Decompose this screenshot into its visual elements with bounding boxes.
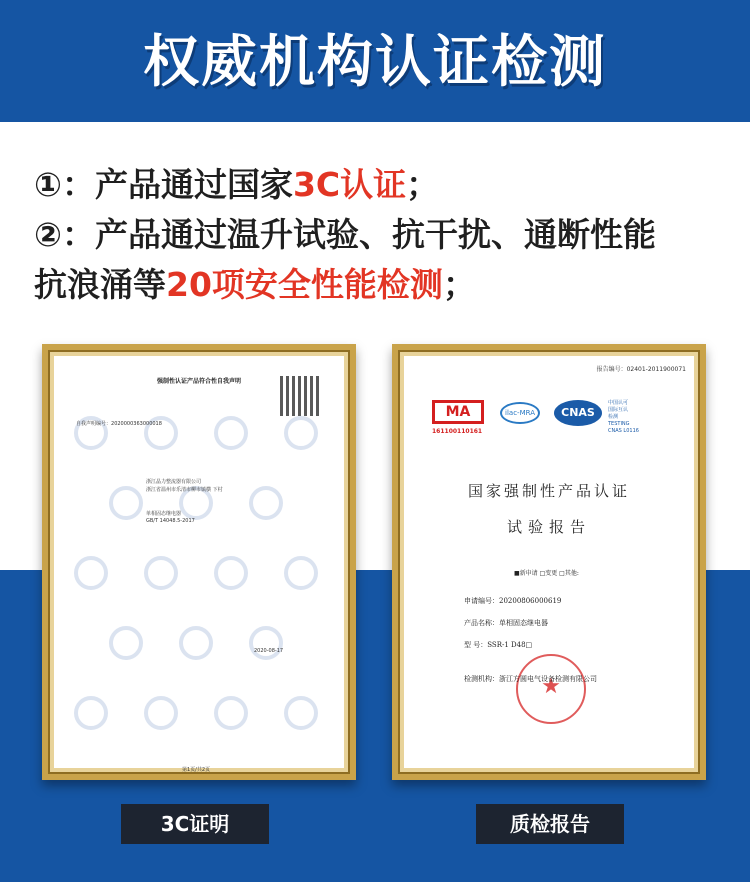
caption-3c: 3C证明	[121, 804, 269, 844]
accreditation-logos	[432, 400, 682, 440]
watermark-icon	[249, 626, 283, 660]
feature-points	[34, 160, 734, 310]
test-report-document	[404, 356, 694, 768]
certificate-title: 强制性认证产品符合性自我声明	[156, 378, 241, 385]
report-subtitle: 试验报告	[506, 518, 591, 536]
watermark-icon	[144, 556, 178, 590]
watermark-icon	[74, 556, 108, 590]
product-standard: GB/T 14048.5-2017	[146, 518, 195, 524]
watermark-icon	[74, 696, 108, 730]
cma-logo-icon: MA	[432, 400, 484, 424]
cma-number: 161100110161	[432, 428, 483, 435]
watermark-icon	[109, 486, 143, 520]
certificate-3c-document	[54, 356, 344, 773]
point-tests: ②：产品通过温升试验、抗干扰、通断性能	[34, 215, 656, 254]
official-seal-icon	[516, 654, 586, 724]
watermark-icon	[179, 626, 213, 660]
producer-name: 浙江晶力整流器有限公司	[146, 479, 202, 485]
highlight-3c: 3C认证	[292, 165, 407, 204]
caption-report: 质检报告	[476, 804, 624, 844]
application-type: ■新申请 □变更 □其他:	[514, 570, 579, 577]
cnas-text: 中国认可 国际互认 检测 TESTING CNAS L0116	[608, 400, 639, 434]
certificate-frame-report	[392, 344, 706, 780]
watermark-icon	[214, 416, 248, 450]
declaration-number: 自我声明编号：2020000363000018	[76, 421, 162, 427]
report-title: 国家强制性产品认证	[467, 482, 630, 500]
report-number: 报告编号：02401-2011900071	[596, 366, 686, 373]
page-title: 权威机构认证检测	[143, 30, 607, 95]
watermark-icon	[284, 696, 318, 730]
point-tests-cont: 抗浪涌等20项安全性能检测；	[34, 265, 476, 304]
cnas-logo-icon: CNAS	[554, 400, 602, 426]
header-banner	[0, 0, 750, 122]
producer-address: 浙江省温州市乐清市柳市镇横 下村	[146, 487, 223, 493]
application-number: 申请编号：20200806000619	[464, 597, 562, 605]
report-model: 型 号：SSR-1 D48□	[464, 641, 533, 649]
watermark-icon	[214, 556, 248, 590]
watermark-icon	[109, 626, 143, 660]
highlight-20-tests: 20项安全性能检测	[166, 265, 443, 304]
report-product-name: 产品名称：单相固态继电器	[464, 619, 548, 627]
watermark-icon	[284, 556, 318, 590]
watermark-icon	[284, 416, 318, 450]
page-footer: 第1页/共2页	[182, 767, 211, 773]
qr-code-icon	[280, 376, 320, 416]
testing-lab: 检测机构：浙江方圆电气设备检测有限公司	[464, 675, 597, 683]
watermark-icon	[249, 486, 283, 520]
declaration-date: 2020-08-17	[254, 648, 284, 654]
point-3c: ①：产品通过国家3C认证；	[34, 165, 440, 204]
watermark-icon	[214, 696, 248, 730]
certificate-frame-3c	[42, 344, 356, 780]
product-name: 单相固态继电器	[146, 511, 182, 517]
ilac-mra-logo-icon: ilac-MRA	[500, 402, 540, 424]
watermark-icon	[144, 696, 178, 730]
